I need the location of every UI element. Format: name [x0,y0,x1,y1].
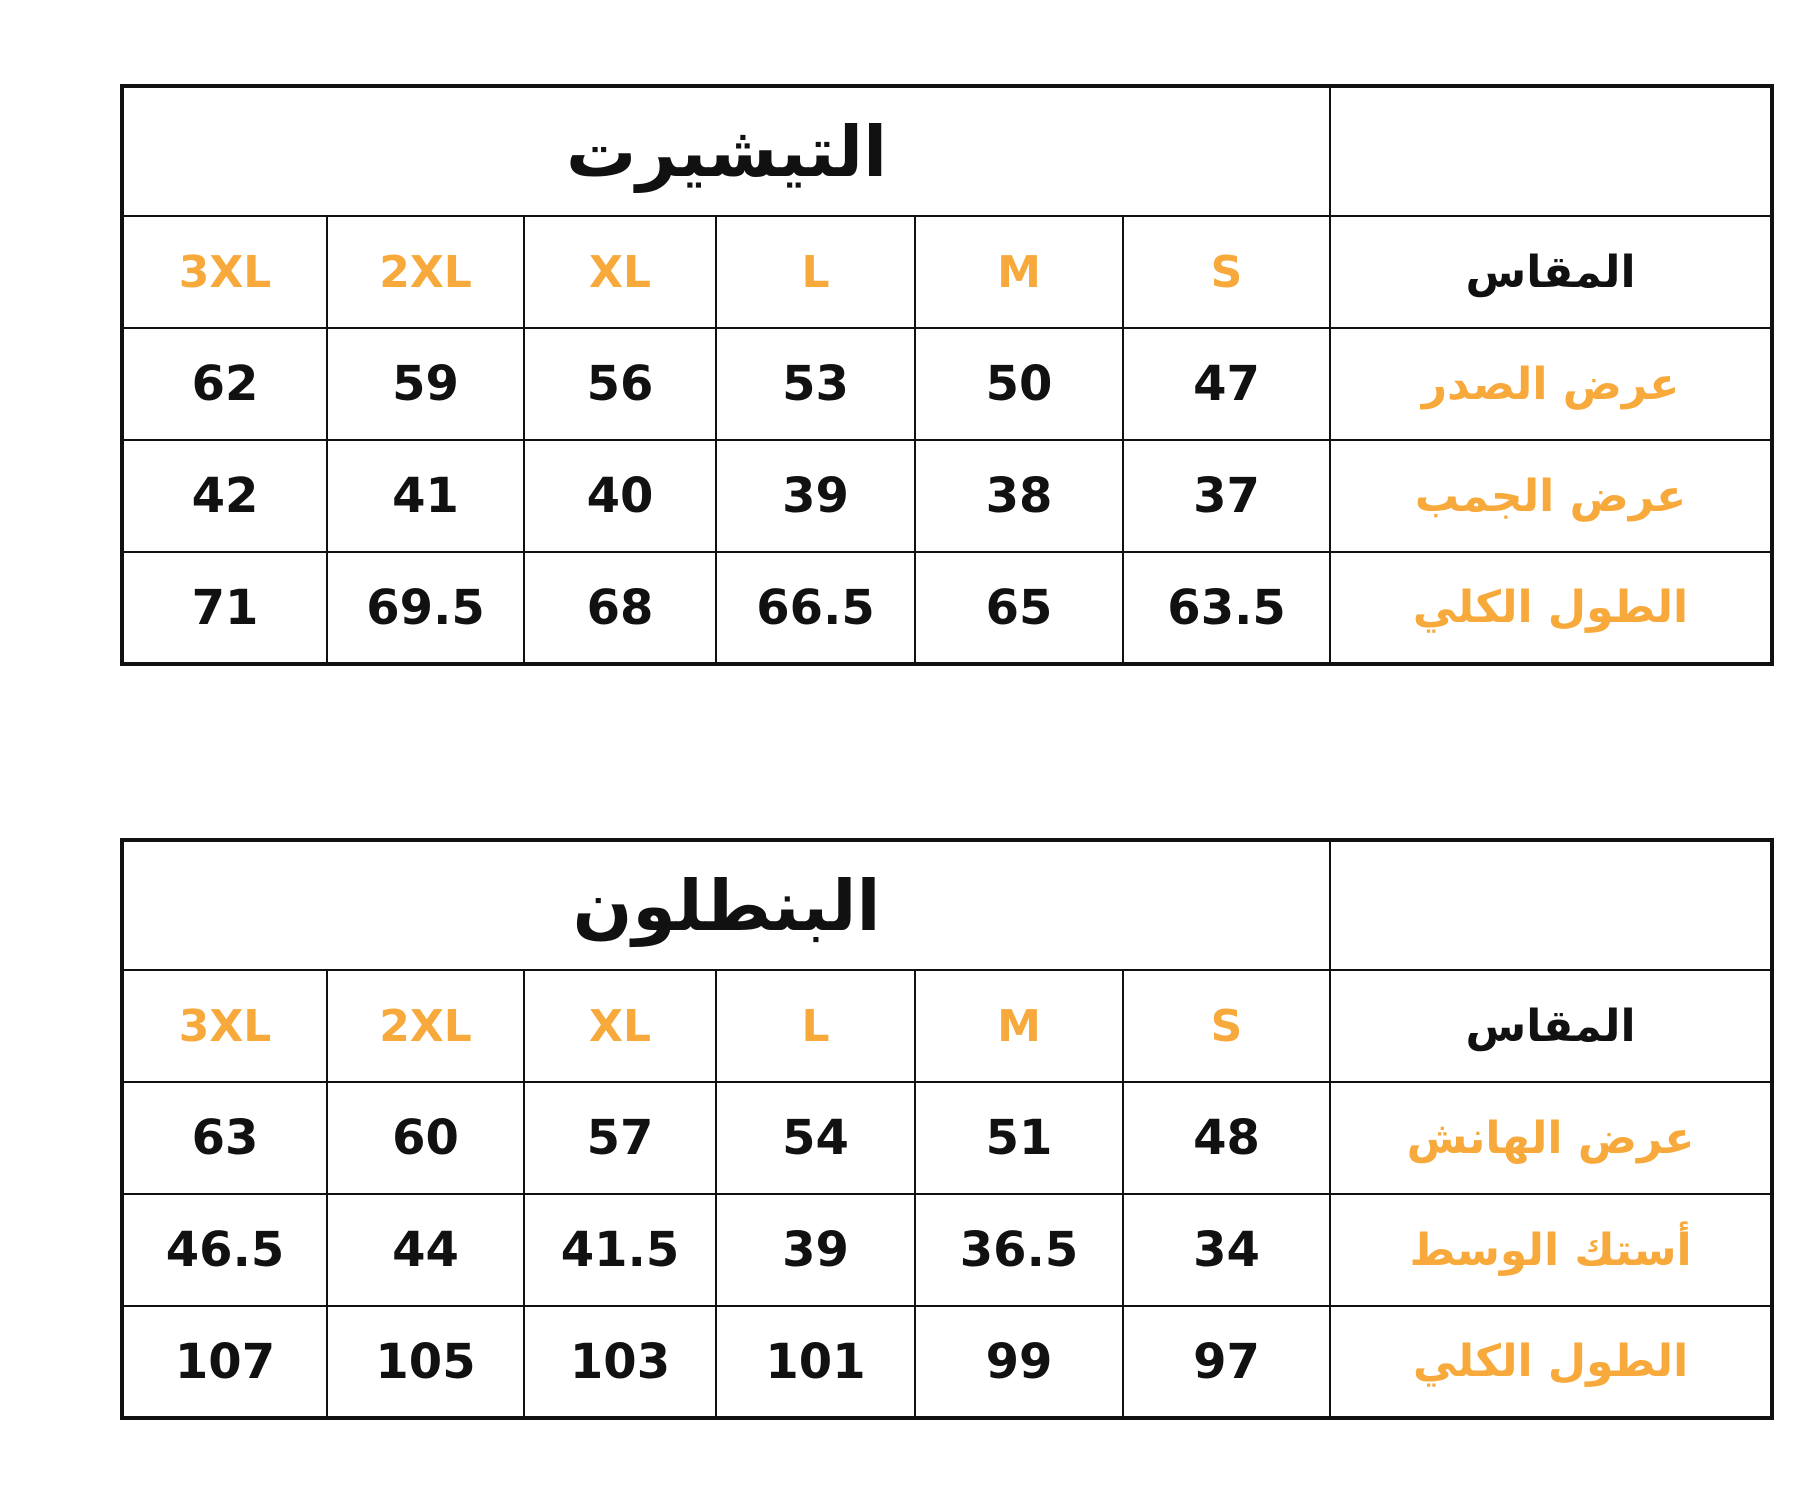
size-2xl: 2XL [327,970,524,1082]
value-cell: 54 [716,1082,915,1194]
value-cell: 63 [122,1082,327,1194]
value-cell: 39 [716,1194,915,1306]
measure-label: عرض الصدر [1330,328,1772,440]
size-s: S [1123,970,1330,1082]
value-cell: 38 [915,440,1123,552]
value-cell: 68 [524,552,716,664]
pants-row-hip [122,1082,1772,1194]
tshirt-row-side [122,440,1772,552]
value-cell: 34 [1123,1194,1330,1306]
pants-title: البنطلون [122,840,1330,970]
tshirt-row-chest [122,328,1772,440]
pants-title-row [122,840,1772,970]
value-cell: 60 [327,1082,524,1194]
size-2xl: 2XL [327,216,524,328]
size-m: M [915,216,1123,328]
value-cell: 56 [524,328,716,440]
value-cell: 69.5 [327,552,524,664]
pants-size-header-row [122,970,1772,1082]
measure-label: الطول الكلي [1330,1306,1772,1418]
value-cell: 105 [327,1306,524,1418]
size-header-label: المقاس [1330,216,1772,328]
value-cell: 51 [915,1082,1123,1194]
tshirt-size-header-row [122,216,1772,328]
value-cell: 66.5 [716,552,915,664]
size-xl: XL [524,216,716,328]
tshirt-title-row [122,86,1772,216]
value-cell: 46.5 [122,1194,327,1306]
value-cell: 65 [915,552,1123,664]
measure-label: الطول الكلي [1330,552,1772,664]
size-3xl: 3XL [122,216,327,328]
value-cell: 63.5 [1123,552,1330,664]
value-cell: 103 [524,1306,716,1418]
value-cell: 107 [122,1306,327,1418]
value-cell: 62 [122,328,327,440]
size-s: S [1123,216,1330,328]
size-xl: XL [524,970,716,1082]
value-cell: 47 [1123,328,1330,440]
measure-label: عرض الهانش [1330,1082,1772,1194]
pants-title-blank-cell [1330,840,1772,970]
value-cell: 57 [524,1082,716,1194]
value-cell: 59 [327,328,524,440]
pants-size-table [120,838,1774,1420]
size-m: M [915,970,1123,1082]
pants-row-waist [122,1194,1772,1306]
value-cell: 101 [716,1306,915,1418]
value-cell: 50 [915,328,1123,440]
value-cell: 37 [1123,440,1330,552]
value-cell: 48 [1123,1082,1330,1194]
value-cell: 41.5 [524,1194,716,1306]
tshirt-title-blank-cell [1330,86,1772,216]
measure-label: عرض الجمب [1330,440,1772,552]
size-header-label: المقاس [1330,970,1772,1082]
value-cell: 97 [1123,1306,1330,1418]
pants-row-length [122,1306,1772,1418]
value-cell: 71 [122,552,327,664]
tshirt-size-table [120,84,1774,666]
value-cell: 42 [122,440,327,552]
value-cell: 44 [327,1194,524,1306]
tshirt-row-length [122,552,1772,664]
value-cell: 40 [524,440,716,552]
value-cell: 36.5 [915,1194,1123,1306]
size-l: L [716,216,915,328]
measure-label: أستك الوسط [1330,1194,1772,1306]
size-3xl: 3XL [122,970,327,1082]
size-l: L [716,970,915,1082]
value-cell: 53 [716,328,915,440]
tshirt-title: التيشيرت [122,86,1330,216]
value-cell: 99 [915,1306,1123,1418]
value-cell: 41 [327,440,524,552]
value-cell: 39 [716,440,915,552]
